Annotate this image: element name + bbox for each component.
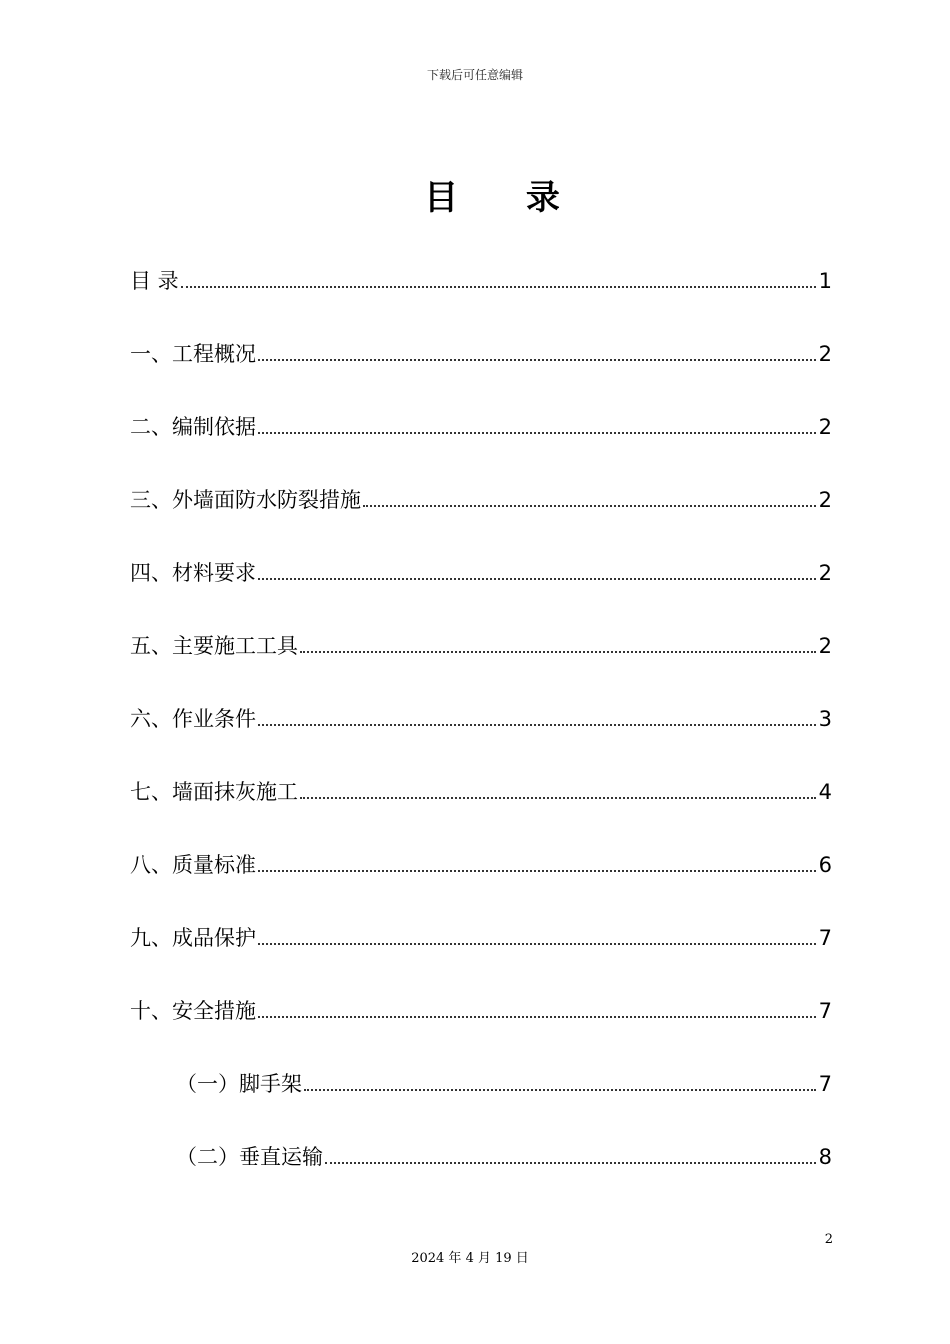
toc-entry-label: 二、编制依据 — [130, 415, 256, 439]
toc-entry-page: 2 — [818, 561, 832, 585]
toc-entry[interactable] — [130, 328, 832, 368]
toc-title: 目 录 — [424, 178, 588, 218]
toc-entry-page: 6 — [818, 853, 832, 877]
toc-entry-label: 八、质量标准 — [130, 853, 256, 877]
toc-entry-label: 七、墙面抹灰施工 — [130, 780, 298, 804]
toc-entry[interactable] — [130, 766, 832, 806]
toc-dot-leader — [258, 942, 816, 945]
toc-entry-page: 4 — [818, 780, 832, 804]
toc-entry[interactable] — [130, 693, 832, 733]
toc-dot-leader — [258, 577, 816, 580]
toc-entry-page: 2 — [818, 342, 832, 366]
toc-dot-leader — [300, 796, 816, 799]
header-note: 下载后可任意编辑 — [426, 68, 523, 82]
toc-dot-leader — [304, 1088, 816, 1091]
page-number: 2 — [824, 1232, 833, 1247]
toc-entry-label: 三、外墙面防水防裂措施 — [130, 488, 361, 512]
toc-entry-label: 九、成品保护 — [130, 926, 256, 950]
toc-entry[interactable] — [130, 401, 832, 441]
toc-entry-page: 2 — [818, 634, 832, 658]
toc-entry-page: 2 — [818, 488, 832, 512]
toc-entry[interactable] — [130, 547, 832, 587]
toc-entry[interactable] — [176, 1058, 832, 1098]
toc-entry-label: 四、材料要求 — [130, 561, 256, 585]
footer-date: 2024 年 4 月 19 日 — [411, 1251, 529, 1266]
toc-entry-label: 五、主要施工工具 — [130, 634, 298, 658]
toc-entry-label: 六、作业条件 — [130, 707, 256, 731]
toc-entry-page: 1 — [818, 269, 832, 293]
toc-dot-leader — [300, 650, 816, 653]
toc-entry-label: 十、安全措施 — [130, 999, 256, 1023]
toc-entry-page: 2 — [818, 415, 832, 439]
toc-entry-page: 7 — [818, 1072, 832, 1096]
toc-entry[interactable] — [130, 255, 832, 295]
toc-entry[interactable] — [130, 839, 832, 879]
toc-dot-leader — [325, 1161, 816, 1164]
toc-entry-page: 3 — [818, 707, 832, 731]
toc-entry[interactable] — [130, 912, 832, 952]
toc-dot-leader — [258, 723, 816, 726]
toc-entry-page: 8 — [818, 1145, 832, 1169]
toc-entry[interactable] — [130, 620, 832, 660]
toc-dot-leader — [258, 358, 816, 361]
toc-entry[interactable] — [176, 1131, 832, 1171]
toc-entry-label: 目 录 — [130, 269, 179, 293]
toc-entry-label: （一）脚手架 — [176, 1072, 302, 1096]
toc-dot-leader — [258, 869, 816, 872]
toc-entry-page: 7 — [818, 926, 832, 950]
toc-dot-leader — [181, 285, 816, 288]
toc-entry[interactable] — [130, 985, 832, 1025]
toc-entry-label: 一、工程概况 — [130, 342, 256, 366]
toc-dot-leader — [363, 504, 816, 507]
toc-dot-leader — [258, 1015, 816, 1018]
toc-entry[interactable] — [130, 474, 832, 514]
toc-dot-leader — [258, 431, 816, 434]
toc-entry-page: 7 — [818, 999, 832, 1023]
toc-entry-label: （二）垂直运输 — [176, 1145, 323, 1169]
